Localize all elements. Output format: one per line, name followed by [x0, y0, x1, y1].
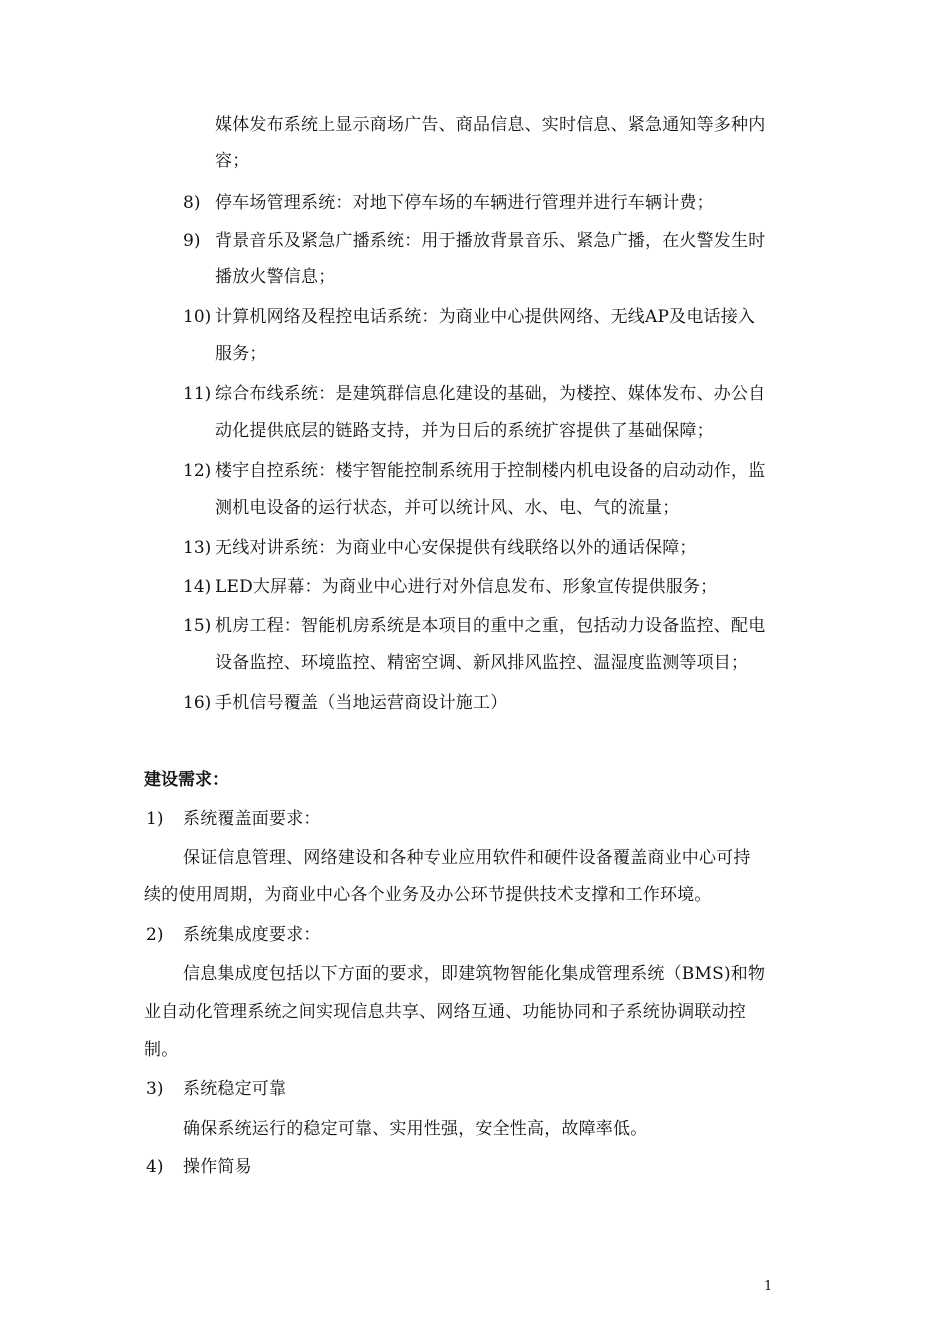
list-item-9-line-2: 播放火警信息；	[215, 267, 336, 287]
requirement-4-number: 4)	[146, 1157, 164, 1177]
requirement-4-title: 操作简易	[183, 1157, 252, 1177]
requirement-1-number: 1)	[146, 809, 164, 829]
list-item-7-line-2: 容；	[215, 151, 250, 171]
list-item-9-line-1: 背景音乐及紧急广播系统：用于播放背景音乐、紧急广播，在火警发生时	[215, 231, 766, 251]
list-item-11-line-2: 动化提供底层的链路支持，并为日后的系统扩容提供了基础保障；	[215, 421, 714, 441]
list-item-8-line-1: 停车场管理系统：对地下停车场的车辆进行管理并进行车辆计费；	[215, 193, 714, 213]
list-item-12-number: 12)	[183, 461, 212, 481]
section-heading: 建设需求：	[144, 770, 229, 790]
list-item-11-number: 11)	[183, 384, 212, 404]
requirement-1-body-line-2: 续的使用周期，为商业中心各个业务及办公环节提供技术支撑和工作环境。	[144, 885, 712, 905]
list-item-13-number: 13)	[183, 538, 212, 558]
page-number: 1	[764, 1279, 773, 1294]
list-item-10-line-2: 服务；	[215, 344, 267, 364]
list-item-16-number: 16)	[183, 693, 212, 713]
list-item-14-line-1: LED大屏幕：为商业中心进行对外信息发布、形象宣传提供服务；	[215, 577, 718, 597]
list-item-8-number: 8)	[183, 193, 201, 213]
list-item-12-line-2: 测机电设备的运行状态，并可以统计风、水、电、气的流量；	[215, 498, 680, 518]
requirement-2-body-line-2: 业自动化管理系统之间实现信息共享、网络互通、功能协同和子系统协调联动控	[144, 1002, 746, 1022]
requirement-3-number: 3)	[146, 1079, 164, 1099]
list-item-16-line-1: 手机信号覆盖（当地运营商设计施工）	[215, 693, 508, 713]
requirement-2-title: 系统集成度要求：	[183, 925, 321, 945]
list-item-12-line-1: 楼宇自控系统：楼宇智能控制系统用于控制楼内机电设备的启动动作，监	[215, 461, 766, 481]
requirement-1-title: 系统覆盖面要求：	[183, 809, 321, 829]
requirement-3-body-line-1: 确保系统运行的稳定可靠、实用性强，安全性高，故障率低。	[183, 1119, 648, 1139]
requirement-2-body-line-1: 信息集成度包括以下方面的要求，即建筑物智能化集成管理系统（BMS)和物	[183, 964, 766, 984]
list-item-11-line-1: 综合布线系统：是建筑群信息化建设的基础，为楼控、媒体发布、办公自	[215, 384, 766, 404]
requirement-2-body-line-3: 制。	[144, 1040, 179, 1060]
list-item-10-number: 10)	[183, 307, 212, 327]
list-item-14-number: 14)	[183, 577, 212, 597]
list-item-15-line-2: 设备监控、环境监控、精密空调、新风排风监控、温湿度监测等项目；	[215, 653, 749, 673]
requirement-1-body-line-1: 保证信息管理、网络建设和各种专业应用软件和硬件设备覆盖商业中心可持	[183, 848, 751, 868]
requirement-2-number: 2)	[146, 925, 164, 945]
requirement-3-title: 系统稳定可靠	[183, 1079, 287, 1099]
list-item-15-line-1: 机房工程：智能机房系统是本项目的重中之重，包括动力设备监控、配电	[215, 616, 766, 636]
list-item-9-number: 9)	[183, 231, 201, 251]
list-item-15-number: 15)	[183, 616, 212, 636]
list-item-7-line-1: 媒体发布系统上显示商场广告、商品信息、实时信息、紧急通知等多种内	[215, 115, 766, 135]
list-item-10-line-1: 计算机网络及程控电话系统：为商业中心提供网络、无线AP及电话接入	[215, 307, 756, 327]
list-item-13-line-1: 无线对讲系统：为商业中心安保提供有线联络以外的通话保障；	[215, 538, 697, 558]
